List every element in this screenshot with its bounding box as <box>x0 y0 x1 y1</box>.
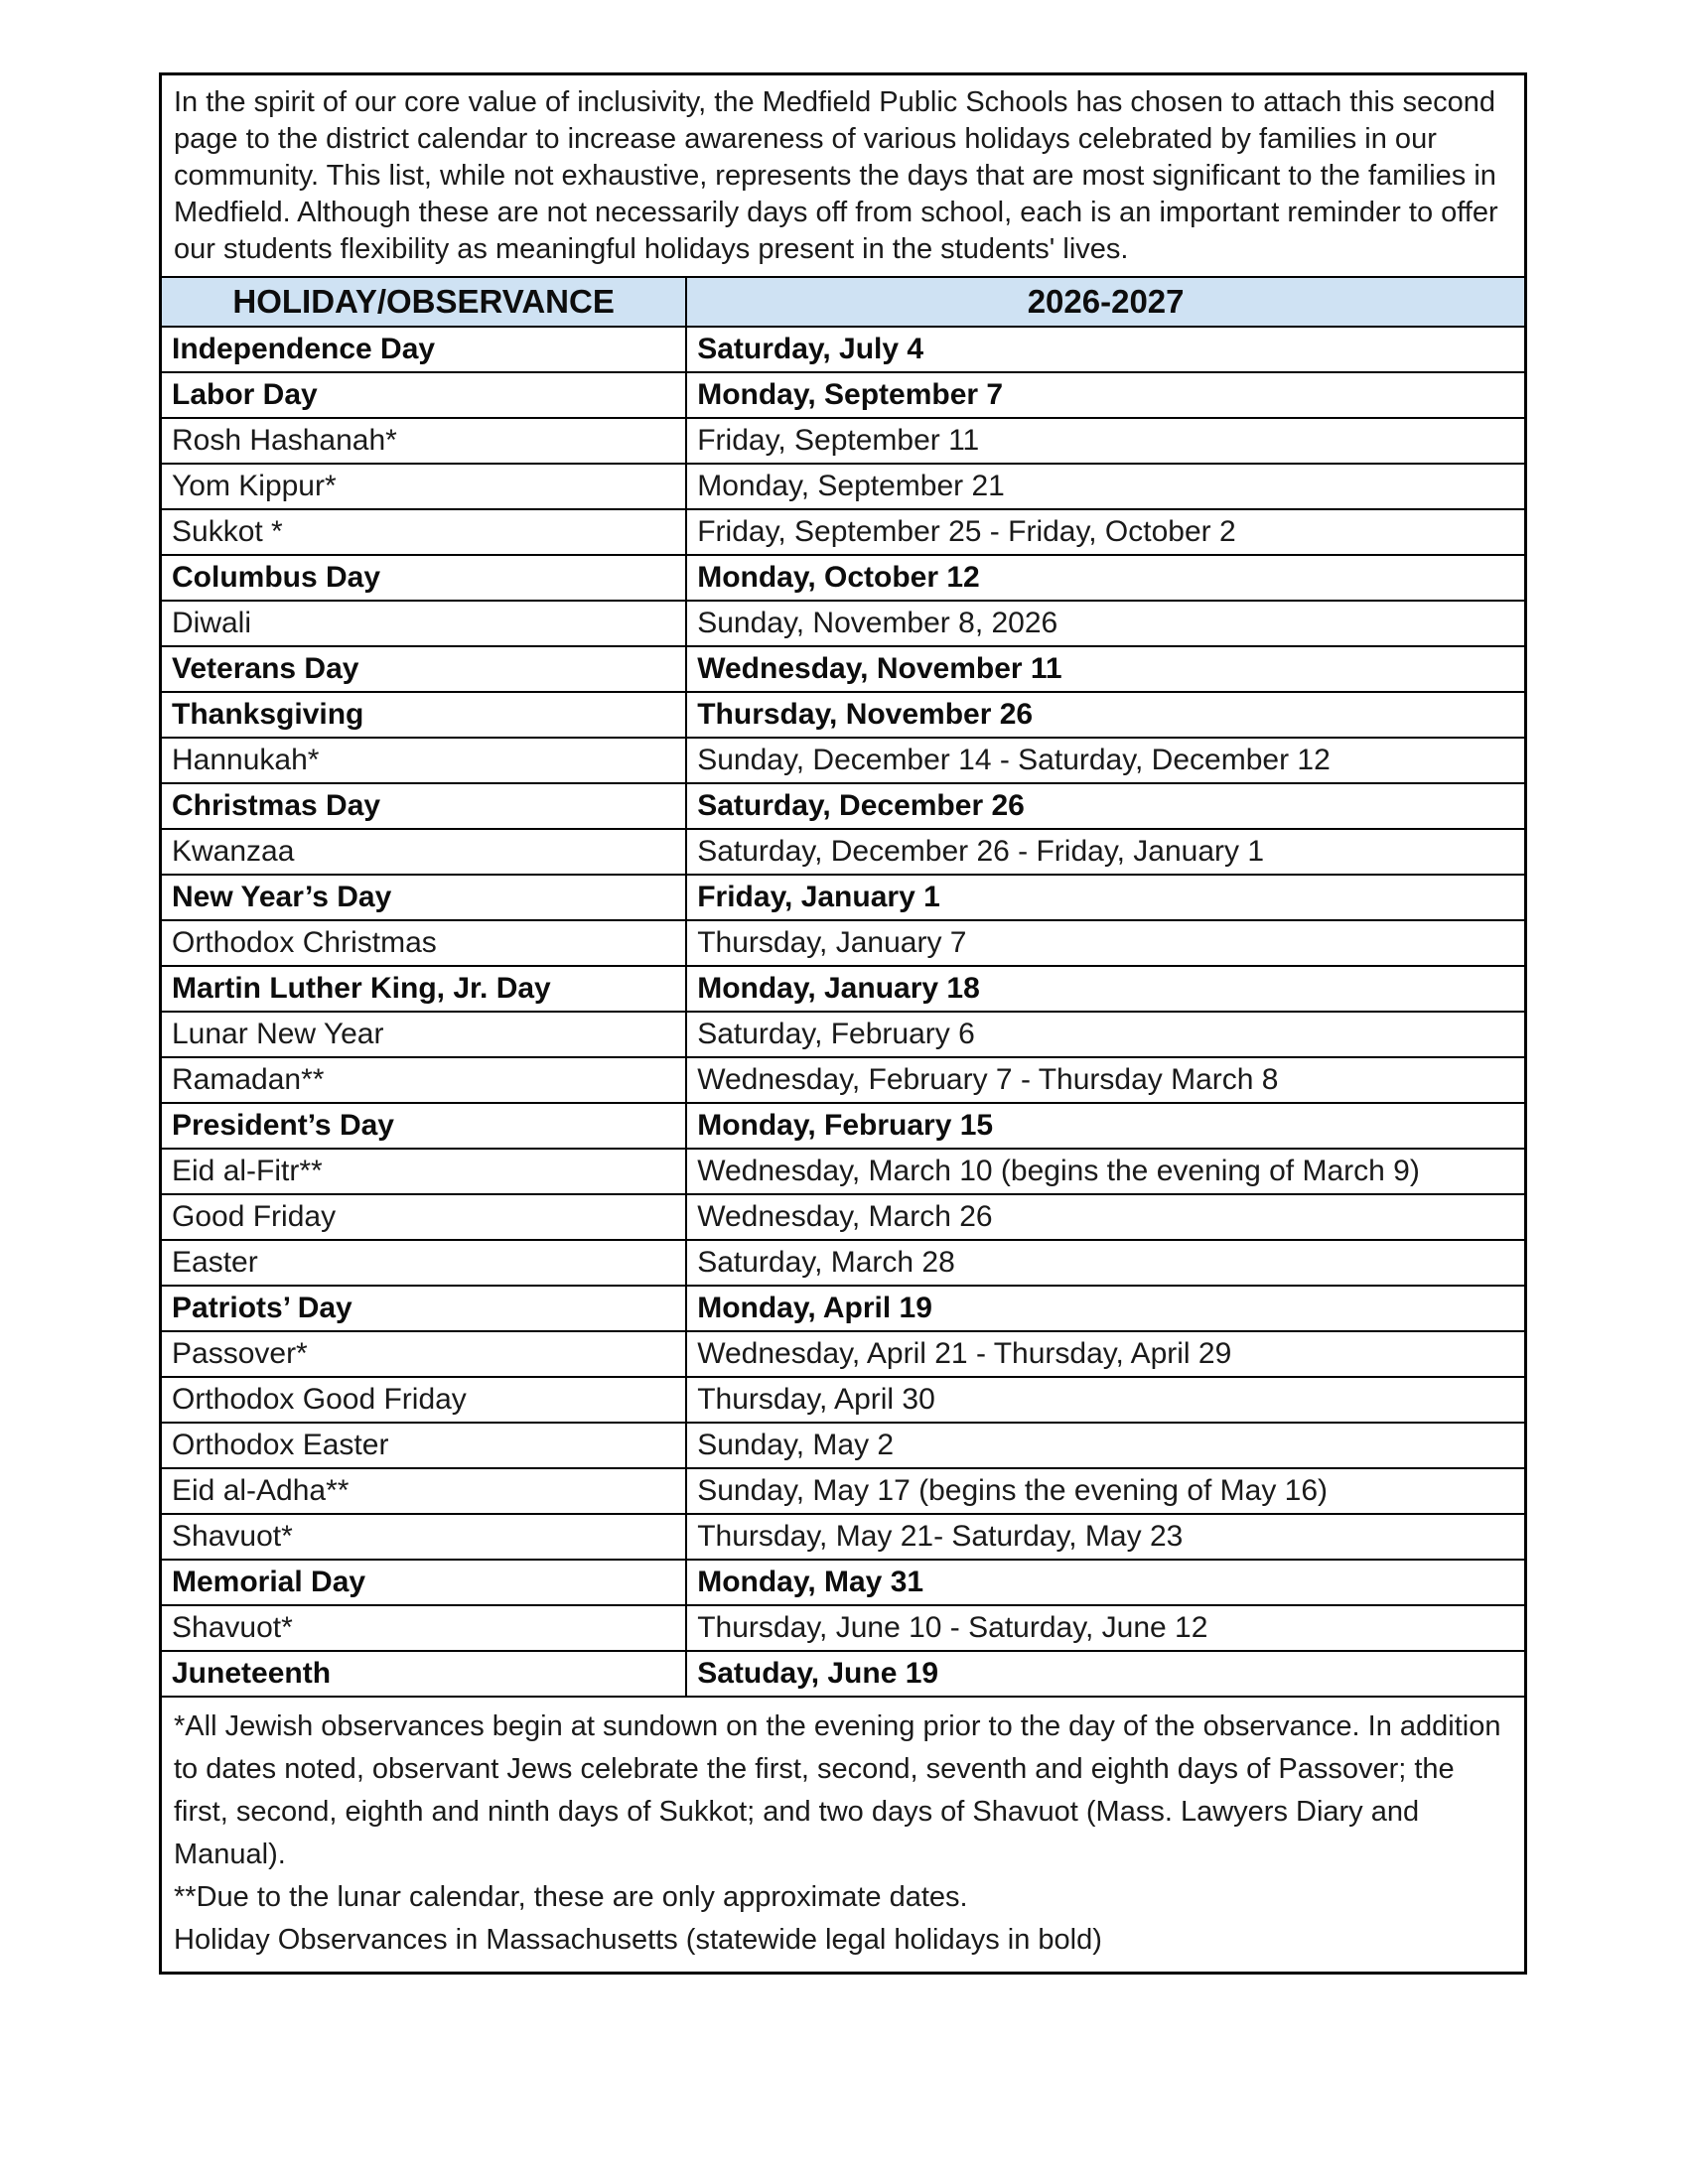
table-row <box>162 738 1524 783</box>
holiday-cell: Orthodox Easter <box>162 1423 686 1468</box>
date-cell: Monday, September 7 <box>686 372 1524 418</box>
holiday-cell: Kwanzaa <box>162 829 686 875</box>
table-row <box>162 464 1524 509</box>
holiday-cell: Lunar New Year <box>162 1012 686 1057</box>
holiday-cell: Passover* <box>162 1331 686 1377</box>
footnote-jewish: *All Jewish observances begin at sundown on the evening prior to the day of the observance. In addition to dates noted, observant Jews celebrate the first, second, seventh and eighth days of Passover; the first, second, eighth and ninth days of Sukkot; and two days of Shavuot (Mass. Lawyers Diary and Manual). <box>174 1710 1501 1870</box>
table-row <box>162 1560 1524 1605</box>
footnotes <box>162 1696 1524 1972</box>
table-row <box>162 829 1524 875</box>
holiday-cell: Orthodox Christmas <box>162 920 686 966</box>
table-row <box>162 692 1524 738</box>
holiday-cell: Juneteenth <box>162 1651 686 1696</box>
holiday-cell: Ramadan** <box>162 1057 686 1103</box>
table-row <box>162 1331 1524 1377</box>
table-row <box>162 555 1524 601</box>
holiday-cell: Easter <box>162 1240 686 1286</box>
date-cell: Sunday, November 8, 2026 <box>686 601 1524 646</box>
date-cell: Monday, October 12 <box>686 555 1524 601</box>
date-cell: Satuday, June 19 <box>686 1651 1524 1696</box>
table-row <box>162 875 1524 920</box>
intro-paragraph: In the spirit of our core value of inclusivity, the Medfield Public Schools has chosen to attach this second page to the district calendar to increase awareness of various holidays celebrated by families in our community. This list, while not exhaustive, represents the days that are most significant to the families in Medfield. Although these are not necessarily days off from school, each is an important reminder to offer our students flexibility as meaningful holidays present in the students' lives. <box>162 75 1524 278</box>
table-row <box>162 372 1524 418</box>
date-cell: Sunday, May 17 (begins the evening of May 16) <box>686 1468 1524 1514</box>
table-row <box>162 601 1524 646</box>
holiday-cell: Shavuot* <box>162 1605 686 1651</box>
table-row <box>162 1468 1524 1514</box>
col-header-holiday: HOLIDAY/OBSERVANCE <box>162 278 686 327</box>
table-row <box>162 418 1524 464</box>
date-cell: Thursday, April 30 <box>686 1377 1524 1423</box>
date-cell: Wednesday, April 21 - Thursday, April 29 <box>686 1331 1524 1377</box>
table-row <box>162 1194 1524 1240</box>
holiday-cell: Orthodox Good Friday <box>162 1377 686 1423</box>
date-cell: Wednesday, March 26 <box>686 1194 1524 1240</box>
table-row <box>162 1651 1524 1696</box>
date-cell: Thursday, June 10 - Saturday, June 12 <box>686 1605 1524 1651</box>
table-row <box>162 966 1524 1012</box>
table-row <box>162 646 1524 692</box>
date-cell: Thursday, May 21- Saturday, May 23 <box>686 1514 1524 1560</box>
holiday-cell: Veterans Day <box>162 646 686 692</box>
holiday-cell: Yom Kippur* <box>162 464 686 509</box>
date-cell: Monday, February 15 <box>686 1103 1524 1149</box>
date-cell: Wednesday, March 10 (begins the evening of March 9) <box>686 1149 1524 1194</box>
date-cell: Thursday, November 26 <box>686 692 1524 738</box>
holiday-cell: Eid al-Adha** <box>162 1468 686 1514</box>
table-row <box>162 783 1524 829</box>
table-row <box>162 1012 1524 1057</box>
holiday-cell: Memorial Day <box>162 1560 686 1605</box>
date-cell: Saturday, July 4 <box>686 327 1524 372</box>
holiday-cell: Hannukah* <box>162 738 686 783</box>
table-row <box>162 1377 1524 1423</box>
table-row <box>162 1423 1524 1468</box>
holiday-cell: Shavuot* <box>162 1514 686 1560</box>
holiday-table <box>162 278 1524 1696</box>
holiday-cell: Independence Day <box>162 327 686 372</box>
date-cell: Saturday, December 26 - Friday, January 1 <box>686 829 1524 875</box>
date-cell: Monday, May 31 <box>686 1560 1524 1605</box>
holiday-cell: Martin Luther King, Jr. Day <box>162 966 686 1012</box>
table-row <box>162 1103 1524 1149</box>
date-cell: Wednesday, February 7 - Thursday March 8 <box>686 1057 1524 1103</box>
date-cell: Saturday, February 6 <box>686 1012 1524 1057</box>
date-cell: Saturday, December 26 <box>686 783 1524 829</box>
header-row <box>162 278 1524 327</box>
date-cell: Sunday, May 2 <box>686 1423 1524 1468</box>
table-row <box>162 327 1524 372</box>
holiday-table-body <box>162 327 1524 1696</box>
table-row <box>162 1605 1524 1651</box>
holiday-cell: Good Friday <box>162 1194 686 1240</box>
holiday-cell: Columbus Day <box>162 555 686 601</box>
date-cell: Monday, April 19 <box>686 1286 1524 1331</box>
document-box <box>159 72 1527 1975</box>
footnote-lunar: **Due to the lunar calendar, these are only approximate dates. <box>174 1881 968 1913</box>
table-row <box>162 1057 1524 1103</box>
holiday-cell: Sukkot * <box>162 509 686 555</box>
col-header-year: 2026-2027 <box>686 278 1524 327</box>
holiday-cell: Patriots’ Day <box>162 1286 686 1331</box>
holiday-cell: Rosh Hashanah* <box>162 418 686 464</box>
date-cell: Friday, September 25 - Friday, October 2 <box>686 509 1524 555</box>
holiday-cell: Labor Day <box>162 372 686 418</box>
holiday-cell: Diwali <box>162 601 686 646</box>
footnote-legal: Holiday Observances in Massachusetts (statewide legal holidays in bold) <box>174 1924 1102 1956</box>
table-row <box>162 1240 1524 1286</box>
date-cell: Saturday, March 28 <box>686 1240 1524 1286</box>
date-cell: Friday, January 1 <box>686 875 1524 920</box>
table-row <box>162 1514 1524 1560</box>
date-cell: Sunday, December 14 - Saturday, December 12 <box>686 738 1524 783</box>
holiday-cell: Thanksgiving <box>162 692 686 738</box>
table-row <box>162 1149 1524 1194</box>
holiday-cell: Eid al-Fitr** <box>162 1149 686 1194</box>
holiday-cell: New Year’s Day <box>162 875 686 920</box>
holiday-cell: Christmas Day <box>162 783 686 829</box>
date-cell: Thursday, January 7 <box>686 920 1524 966</box>
holiday-cell: President’s Day <box>162 1103 686 1149</box>
table-row <box>162 920 1524 966</box>
table-row <box>162 509 1524 555</box>
date-cell: Monday, September 21 <box>686 464 1524 509</box>
holiday-table-header <box>162 278 1524 327</box>
date-cell: Wednesday, November 11 <box>686 646 1524 692</box>
table-row <box>162 1286 1524 1331</box>
date-cell: Monday, January 18 <box>686 966 1524 1012</box>
date-cell: Friday, September 11 <box>686 418 1524 464</box>
